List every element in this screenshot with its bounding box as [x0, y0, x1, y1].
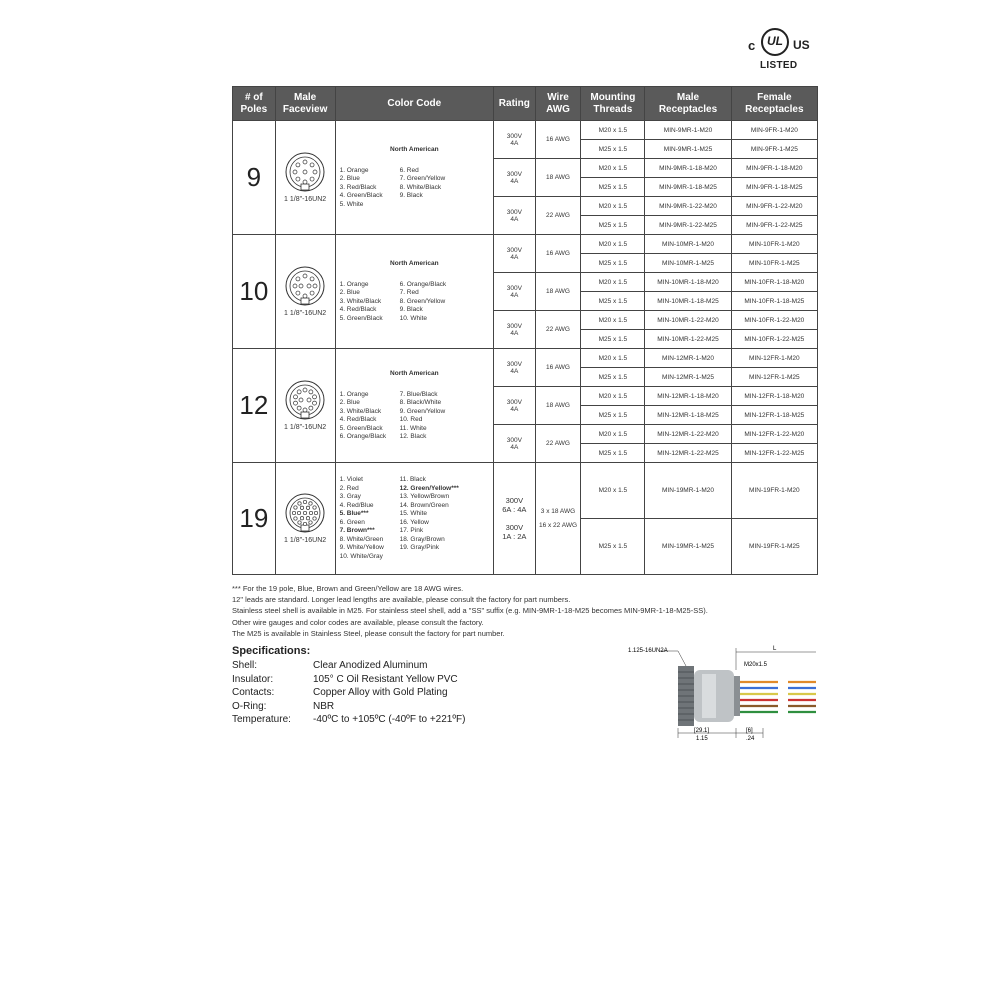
- male-part-number: MIN-19MR-1-M20: [645, 463, 731, 519]
- color-code-cell: [335, 463, 493, 575]
- rating-cell: 300V 4A: [494, 387, 536, 425]
- wire-color: 8. White/Green: [339, 535, 384, 543]
- mounting-thread: M25 x 1.5: [581, 292, 645, 311]
- female-part-number: MIN-12FR-1-M20: [731, 349, 817, 368]
- wire-color: 6. Orange/Black: [399, 280, 447, 288]
- rating-cell: 300V 4A: [494, 425, 536, 463]
- wire-color: 4. Red/Blue: [339, 501, 374, 509]
- awg-cell: 22 AWG: [535, 311, 581, 349]
- ul-c: c: [748, 38, 756, 53]
- female-part-number: MIN-10FR-1-18-M20: [731, 273, 817, 292]
- rating-cell: 300V 4A: [494, 197, 536, 235]
- wire-color: 3. Gray: [339, 493, 361, 500]
- rating-cell: 300V 6A : 4A 300V 1A : 2A: [494, 463, 536, 575]
- wire-color: 4. Red/Black: [339, 306, 377, 314]
- wire-color: 8. Green/Yellow: [399, 297, 446, 305]
- color-standard: North American: [390, 145, 439, 153]
- thread-spec: 1 1/8"-16UN2: [284, 310, 327, 317]
- wire-color: 3. White/Black: [339, 297, 382, 305]
- rating-cell: 300V 4A: [494, 159, 536, 197]
- female-part-number: MIN-10FR-1-18-M25: [731, 292, 817, 311]
- wire-color: 6. Green: [339, 518, 365, 526]
- female-part-number: MIN-10FR-1-M25: [731, 254, 817, 273]
- dim-1-mm: [29.1]: [694, 728, 710, 734]
- wire-color: 13. Yellow/Brown: [399, 493, 450, 500]
- female-part-number: MIN-9FR-1-18-M20: [731, 159, 817, 178]
- mounting-thread: M25 x 1.5: [581, 368, 645, 387]
- awg-cell: 16 AWG: [535, 349, 581, 387]
- wire-color: 19. Gray/Pink: [399, 544, 439, 551]
- spec-row: Insulator: 105° C Oil Resistant Yellow PVC: [232, 673, 458, 685]
- mounting-thread: M20 x 1.5: [581, 273, 645, 292]
- rating-cell: 300V 4A: [494, 235, 536, 273]
- female-part-number: MIN-9FR-1-M25: [731, 140, 817, 159]
- poles-cell: 10: [233, 235, 276, 349]
- connector-face-icon: [285, 380, 325, 420]
- female-part-number: MIN-12FR-1-22-M25: [731, 444, 817, 463]
- spec-row: Shell: Clear Anodized Aluminum: [232, 660, 428, 671]
- wire-color: 7. Red: [399, 289, 419, 297]
- part-number-table: [232, 86, 818, 575]
- header-poles: # of Poles: [233, 87, 276, 121]
- wire-color: 5. Blue***: [339, 510, 369, 517]
- wire-color: 2. Blue: [339, 399, 360, 406]
- mounting-thread: M20 x 1.5: [581, 159, 645, 178]
- mounting-thread: M25 x 1.5: [581, 140, 645, 159]
- notes: [232, 583, 708, 639]
- wire-color: 9. Black: [399, 306, 423, 314]
- connector-face-icon: [285, 493, 325, 533]
- ul-us: US: [793, 38, 810, 52]
- male-part-number: MIN-10MR-1-M20: [645, 235, 731, 254]
- header-row: [233, 87, 818, 121]
- wire-color: 9. Black: [399, 192, 423, 200]
- male-part-number: MIN-12MR-1-22-M20: [645, 425, 731, 444]
- wire-color: 1. Orange: [339, 390, 369, 398]
- male-part-number: MIN-10MR-1-18-M25: [645, 292, 731, 311]
- wire-color: 9. White/Yellow: [339, 544, 384, 551]
- male-part-number: MIN-12MR-1-18-M25: [645, 406, 731, 425]
- female-part-number: MIN-9FR-1-18-M25: [731, 178, 817, 197]
- male-part-number: MIN-12MR-1-22-M25: [645, 444, 731, 463]
- female-part-number: MIN-19FR-1-M20: [731, 463, 817, 519]
- thread-spec: 1 1/8"-16UN2: [284, 537, 327, 544]
- wire-color: 11. White: [399, 424, 427, 432]
- receptacle-drawing: [628, 640, 816, 744]
- wire-color: 9. Green/Yellow: [399, 407, 446, 415]
- wire-color: 1. Violet: [339, 476, 363, 483]
- wire-color: 10. Red: [399, 416, 423, 423]
- note: Stainless steel shell is available in M25. For stainless steel shell, add a "SS" suffix (e.g. MIN-9MR-1-18-M25 becomes MIN-9MR-1-18-M25-SS).: [232, 606, 708, 616]
- note: *** For the 19 pole, Blue, Brown and Green/Yellow are 18 AWG wires.: [232, 584, 464, 593]
- female-part-number: MIN-9FR-1-22-M25: [731, 216, 817, 235]
- male-part-number: MIN-10MR-1-M25: [645, 254, 731, 273]
- wire-color: 3. Red/Black: [339, 183, 377, 191]
- female-part-number: MIN-9FR-1-22-M20: [731, 197, 817, 216]
- color-standard: North American: [390, 259, 439, 267]
- male-part-number: MIN-12MR-1-18-M20: [645, 387, 731, 406]
- thread-spec: 1 1/8"-16UN2: [284, 196, 327, 203]
- female-part-number: MIN-10FR-1-M20: [731, 235, 817, 254]
- male-part-number: MIN-19MR-1-M25: [645, 519, 731, 575]
- wire-color: 6. Red: [399, 166, 419, 174]
- wire-color: 10. White: [399, 314, 428, 322]
- female-part-number: MIN-9FR-1-M20: [731, 121, 817, 140]
- female-part-number: MIN-10FR-1-22-M20: [731, 311, 817, 330]
- table-row: [233, 235, 818, 254]
- wire-color: 7. Brown***: [339, 527, 375, 534]
- dim-1-in: 1.15: [696, 736, 708, 742]
- faceview-cell: [275, 349, 335, 463]
- color-code-cell: [335, 235, 493, 349]
- mounting-thread: M20 x 1.5: [581, 387, 645, 406]
- thread-spec: 1 1/8"-16UN2: [284, 424, 327, 431]
- wire-color: 10. White/Gray: [339, 552, 383, 560]
- awg-cell: 18 AWG: [535, 387, 581, 425]
- wire-color: 4. Red/Black: [339, 416, 377, 423]
- poles-cell: 12: [233, 349, 276, 463]
- length-label: L: [773, 646, 777, 652]
- wire-color: 12. Black: [399, 433, 427, 440]
- wire-color: 14. Brown/Green: [399, 501, 449, 509]
- mounting-thread: M20 x 1.5: [581, 463, 645, 519]
- rating-cell: 300V 4A: [494, 121, 536, 159]
- wire-color: 1. Orange: [339, 166, 369, 174]
- connector-face-icon: [285, 152, 325, 192]
- wire-color: 11. Black: [399, 476, 426, 483]
- wire-color: 18. Gray/Brown: [399, 535, 445, 543]
- poles-cell: 9: [233, 121, 276, 235]
- wire-color: 8. Black/White: [399, 399, 442, 406]
- wire-color: 5. Green/Black: [339, 424, 383, 432]
- dim-2-in: .24: [746, 736, 755, 742]
- awg-cell: 18 AWG: [535, 273, 581, 311]
- female-part-number: MIN-10FR-1-22-M25: [731, 330, 817, 349]
- faceview-cell: [275, 463, 335, 575]
- spec-row: Contacts: Copper Alloy with Gold Plating: [232, 687, 448, 698]
- specs-title: Specifications:: [232, 645, 311, 657]
- header-female: Female Receptacles: [731, 87, 817, 121]
- female-part-number: MIN-12FR-1-18-M25: [731, 406, 817, 425]
- mounting-thread: M20 x 1.5: [581, 349, 645, 368]
- spec-row: Temperature: -40ºC to +105ºC (-40ºF to +221ºF): [232, 714, 466, 725]
- header-rating: Rating: [494, 87, 536, 121]
- wire-color: 3. White/Black: [339, 407, 382, 415]
- wire-color: 8. White/Black: [399, 183, 442, 191]
- color-code-cell: [335, 121, 493, 235]
- female-part-number: MIN-19FR-1-M25: [731, 519, 817, 575]
- wire-color: 15. White: [399, 510, 428, 517]
- header-color-code: Color Code: [335, 87, 493, 121]
- ul-circle: UL: [761, 28, 789, 56]
- awg-cell: 22 AWG: [535, 425, 581, 463]
- header-mounting: Mounting Threads: [581, 87, 645, 121]
- note: 12" leads are standard. Longer lead lengths are available, please consult the factory for part numbers.: [232, 595, 571, 605]
- rating-cell: 300V 4A: [494, 349, 536, 387]
- spec-row: O-Ring: NBR: [232, 700, 335, 712]
- female-part-number: MIN-12FR-1-M25: [731, 368, 817, 387]
- poles-cell: 19: [233, 463, 276, 575]
- awg-cell: 18 AWG: [535, 159, 581, 197]
- male-part-number: MIN-9MR-1-22-M25: [645, 216, 731, 235]
- rating-cell: 300V 4A: [494, 273, 536, 311]
- male-part-number: MIN-10MR-1-22-M20: [645, 311, 731, 330]
- wire-color: 12. Green/Yellow***: [399, 484, 459, 492]
- mounting-thread: M25 x 1.5: [581, 216, 645, 235]
- awg-cell: 16 AWG: [535, 235, 581, 273]
- wire-color: 6. Orange/Black: [339, 433, 387, 440]
- header-faceview: Male Faceview: [275, 87, 335, 121]
- mounting-thread: M20 x 1.5: [581, 425, 645, 444]
- mounting-thread: M20 x 1.5: [581, 197, 645, 216]
- wire-color: 5. White: [339, 200, 364, 208]
- female-part-number: MIN-12FR-1-18-M20: [731, 387, 817, 406]
- mounting-thread: M20 x 1.5: [581, 311, 645, 330]
- color-standard: North American: [390, 369, 439, 377]
- mounting-thread: M25 x 1.5: [581, 519, 645, 575]
- table-row: [233, 121, 818, 140]
- note: The M25 is available in Stainless Steel, please consult the factory for part number.: [232, 628, 505, 638]
- dim-2-mm: [6]: [746, 728, 753, 734]
- awg-cell: 3 x 18 AWG 16 x 22 AWG: [535, 463, 581, 575]
- header-male: Male Receptacles: [645, 87, 731, 121]
- mounting-thread: M25 x 1.5: [581, 330, 645, 349]
- mounting-thread: M20 x 1.5: [581, 121, 645, 140]
- wire-color: 16. Yellow: [399, 518, 429, 526]
- wire-color: 4. Green/Black: [339, 192, 383, 200]
- wire-color: 1. Orange: [339, 280, 369, 288]
- mounting-thread: M25 x 1.5: [581, 444, 645, 463]
- mounting-thread: M25 x 1.5: [581, 254, 645, 273]
- connector-face-icon: [285, 266, 325, 306]
- rating-cell: 300V 4A: [494, 311, 536, 349]
- faceview-cell: [275, 235, 335, 349]
- male-part-number: MIN-9MR-1-22-M20: [645, 197, 731, 216]
- male-part-number: MIN-9MR-1-18-M20: [645, 159, 731, 178]
- male-part-number: MIN-9MR-1-18-M25: [645, 178, 731, 197]
- wire-color: 7. Green/Yellow: [399, 175, 446, 183]
- wire-color: 5. Green/Black: [339, 314, 383, 322]
- mounting-thread: M20 x 1.5: [581, 235, 645, 254]
- awg-cell: 16 AWG: [535, 121, 581, 159]
- thread-label: 1.125-16UN2A: [628, 648, 668, 654]
- ul-listed-logo: [748, 22, 810, 74]
- male-part-number: MIN-10MR-1-18-M20: [645, 273, 731, 292]
- wire-color: 7. Blue/Black: [399, 390, 438, 398]
- male-part-number: MIN-12MR-1-M25: [645, 368, 731, 387]
- wire-color: 2. Red: [339, 484, 359, 492]
- male-part-number: MIN-12MR-1-M20: [645, 349, 731, 368]
- male-part-number: MIN-10MR-1-22-M25: [645, 330, 731, 349]
- table-row: [233, 349, 818, 368]
- wire-color: 2. Blue: [339, 175, 360, 183]
- mounting-thread: M25 x 1.5: [581, 406, 645, 425]
- ul-listed: LISTED: [760, 60, 798, 71]
- color-code-cell: [335, 349, 493, 463]
- header-wire-awg: Wire AWG: [535, 87, 581, 121]
- table-row: [233, 463, 818, 519]
- awg-cell: 22 AWG: [535, 197, 581, 235]
- male-part-number: MIN-9MR-1-M20: [645, 121, 731, 140]
- note: Other wire gauges and color codes are available, please consult the factory.: [232, 617, 484, 627]
- mount-label: M20x1.5: [744, 662, 768, 668]
- wire-color: 2. Blue: [339, 289, 360, 297]
- faceview-cell: [275, 121, 335, 235]
- female-part-number: MIN-12FR-1-22-M20: [731, 425, 817, 444]
- specs-list: [232, 659, 465, 727]
- wire-color: 17. Pink: [399, 527, 424, 534]
- mounting-thread: M25 x 1.5: [581, 178, 645, 197]
- male-part-number: MIN-9MR-1-M25: [645, 140, 731, 159]
